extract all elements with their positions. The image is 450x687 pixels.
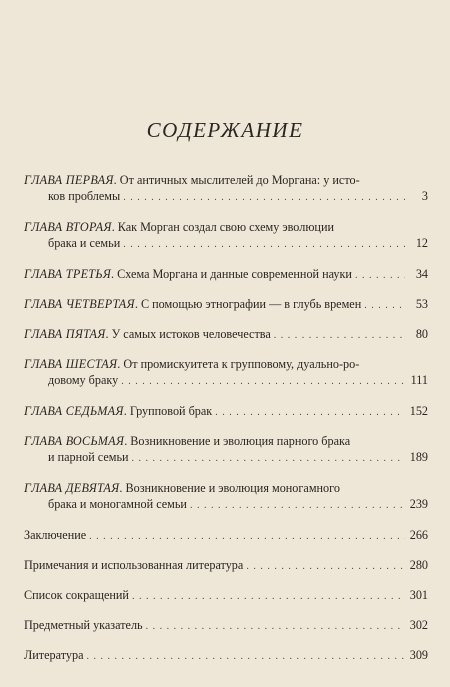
chapter-title: Групповой брак: [129, 404, 213, 418]
toc-entry-chapter-8: ГЛАВА ВОСЬМАЯ . Возникновение и эволюция парного брака и парной семьи . . . 189: [24, 433, 428, 467]
chapter-label: ГЛАВА СЕДЬМАЯ: [24, 404, 124, 418]
toc-entry-chapter-3: ГЛАВА ТРЕТЬЯ . Схема Моргана и данные современной науки . . . 34: [24, 266, 428, 284]
page-number: 302: [409, 618, 428, 632]
page-number: 301: [409, 588, 428, 602]
toc-entry-chapter-9: ГЛАВА ДЕВЯТАЯ . Возникновение и эволюция моногамного брака и моногамной семьи . . . 239: [24, 480, 428, 514]
leader-dots: [86, 649, 405, 665]
leader-dots: [246, 559, 405, 575]
toc-entry-notes: [24, 557, 428, 575]
chapter-label: ГЛАВА ВТОРАЯ: [24, 220, 112, 234]
chapter-label: ГЛАВА ВОСЬМАЯ: [24, 434, 125, 448]
page-number: 111: [410, 373, 428, 387]
chapter-title: Возникновение и эволюция парного брака: [130, 434, 351, 448]
chapter-label: ГЛАВА ТРЕТЬЯ: [24, 267, 112, 281]
toc-entry-abbreviations: [24, 587, 428, 605]
leader-dots: [274, 328, 405, 344]
chapter-title: От промискуитета к групповому, дуально-ро-: [123, 357, 360, 371]
entry-title: Список сокращений: [24, 588, 129, 602]
toc-entry-subject-index: [24, 617, 428, 635]
chapter-title-continued: брака и моногамной семьи: [48, 497, 187, 511]
chapter-title: Возникновение и эволюция моногамного: [125, 481, 340, 495]
entry-title: Предметный указатель: [24, 618, 143, 632]
chapter-label: ГЛАВА ДЕВЯТАЯ: [24, 481, 120, 495]
page-number: 280: [409, 558, 428, 572]
page-number: 152: [409, 404, 428, 418]
page-number: 80: [415, 327, 428, 341]
leader-dots: [190, 498, 405, 514]
page-number: 309: [409, 648, 428, 662]
toc-entry-chapter-5: ГЛАВА ПЯТАЯ . У самых истоков человечества . . . 80: [24, 326, 428, 344]
chapter-title: Схема Моргана и данные современной науки: [117, 267, 352, 281]
toc-entry-chapter-2: ГЛАВА ВТОРАЯ . Как Морган создал свою схему эволюции брака и семьи . . . 12: [24, 219, 428, 253]
toc-entry-chapter-6: ГЛАВА ШЕСТАЯ . От промискуитета к групповому, дуально-ро- довому браку . . . 111: [24, 356, 428, 390]
chapter-title-continued: довому браку: [48, 373, 119, 387]
leader-dots: [89, 529, 405, 545]
chapter-title: От античных мыслителей до Моргана: у исто-: [119, 173, 360, 187]
chapter-label: ГЛАВА ПЯТАЯ: [24, 327, 106, 341]
toc-entry-conclusion: [24, 527, 428, 545]
table-of-contents: [24, 172, 428, 677]
chapter-title-continued: и парной семьи: [48, 450, 129, 464]
entry-title: Заключение: [24, 528, 87, 542]
toc-entry-literature: [24, 647, 428, 665]
leader-dots: [364, 298, 405, 314]
toc-entry-chapter-1: ГЛАВА ПЕРВАЯ . От античных мыслителей до Моргана: у исто- ков проблемы . . . 3: [24, 172, 428, 206]
chapter-title: У самых истоков человечества: [111, 327, 271, 341]
leader-dots: [215, 405, 405, 421]
chapter-title: С помощью этнографии — в глубь времен: [140, 297, 362, 311]
page-number: 239: [409, 497, 428, 511]
toc-entry-chapter-7: ГЛАВА СЕДЬМАЯ . Групповой брак . . . 152: [24, 403, 428, 421]
chapter-title-continued: ков проблемы: [48, 189, 121, 203]
chapter-label: ГЛАВА ЧЕТВЕРТАЯ: [24, 297, 135, 311]
page-number: 3: [421, 189, 428, 203]
chapter-label: ГЛАВА ПЕРВАЯ: [24, 173, 114, 187]
page-number: 34: [415, 267, 428, 281]
chapter-title-continued: брака и семьи: [48, 236, 121, 250]
leader-dots: [123, 237, 405, 253]
page-title: СОДЕРЖАНИЕ: [146, 118, 304, 142]
entry-title: Литература: [24, 648, 84, 662]
leader-dots: [132, 451, 405, 467]
entry-title: Примечания и использованная литература: [24, 558, 244, 572]
leader-dots: [355, 268, 405, 284]
chapter-label: ГЛАВА ШЕСТАЯ: [24, 357, 118, 371]
chapter-title: Как Морган создал свою схему эволюции: [117, 220, 334, 234]
leader-dots: [146, 619, 405, 635]
toc-entry-chapter-4: ГЛАВА ЧЕТВЕРТАЯ . С помощью этнографии — в глубь времен . . . 53: [24, 296, 428, 314]
page-number: 12: [415, 236, 428, 250]
leader-dots: [123, 190, 405, 206]
page-number: 53: [415, 297, 428, 311]
leader-dots: [121, 374, 405, 390]
leader-dots: [132, 589, 405, 605]
page-number: 189: [409, 450, 428, 464]
page-number: 266: [409, 528, 428, 542]
